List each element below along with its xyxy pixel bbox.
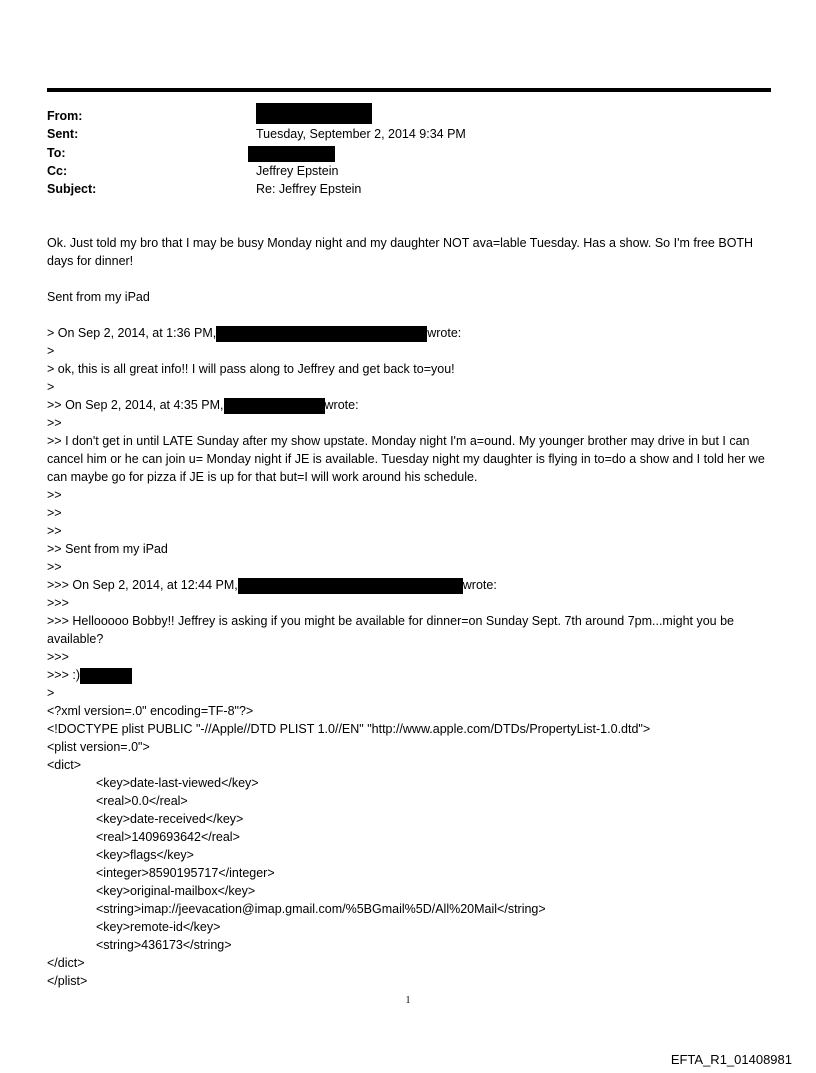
- sent-label: Sent:: [47, 127, 79, 141]
- xml-line: </dict>: [47, 956, 85, 970]
- quote-header-3-wrote: wrote:: [462, 578, 497, 592]
- cc-value: Jeffrey Epstein: [256, 164, 339, 178]
- redaction-block: [238, 578, 463, 594]
- xml-line: <real>0.0</real>: [96, 794, 188, 808]
- sent-value: Tuesday, September 2, 2014 9:34 PM: [256, 127, 466, 141]
- quote-line: >: [47, 686, 55, 700]
- quote-header-2-text: >> On Sep 2, 2014, at 4:35 PM,: [47, 398, 224, 412]
- xml-line: <key>original-mailbox</key>: [96, 884, 256, 898]
- quote-line: >>>: [47, 650, 69, 664]
- page-number: 1: [405, 995, 411, 1006]
- quote-line: >: [47, 344, 55, 358]
- quote-paragraph: >> I don't get in until LATE Sunday after my show upstate. Monday night I'm a=ound. My younger brother may drive in but I can cancel him or he can join u= Monday night if JE is available. Tuesday night my daughter is flying in to=do a show and I told her we can maybe go for pizza if JE is up for that but=I will work around his schedule.: [47, 434, 765, 484]
- body-paragraph: Ok. Just told my bro that I may be busy Monday night and my daughter NOT ava=lable Tuesday. Has a show. So I'm free BOTH days for dinner!: [47, 236, 754, 268]
- from-label: From:: [47, 109, 83, 123]
- cc-label: Cc:: [47, 164, 68, 178]
- quote-sign-off-text: >>> :): [47, 668, 81, 682]
- quote-line: > ok, this is all great info!! I will pass along to Jeffrey and get back to=you!: [47, 362, 455, 376]
- signature-line: Sent from my iPad: [47, 290, 150, 304]
- xml-line: <?xml version=.0" encoding=TF-8"?>: [47, 704, 254, 718]
- xml-line: <!DOCTYPE plist PUBLIC "-//Apple//DTD PLIST 1.0//EN" "http://www.apple.com/DTDs/PropertyList-1.0.dtd">: [47, 722, 651, 736]
- quote-header-1-text: > On Sep 2, 2014, at 1:36 PM,: [47, 326, 217, 340]
- redaction-block: [224, 398, 325, 414]
- quote-header-1: [47, 324, 777, 342]
- quote-line: >>: [47, 416, 62, 430]
- bates-number: EFTA_R1_01408981: [670, 1052, 792, 1067]
- redaction-block: [216, 326, 427, 342]
- quote-line: >> Sent from my iPad: [47, 542, 168, 556]
- quote-paragraph: >>> Hellooooo Bobby!! Jeffrey is asking if you might be available for dinner=on Sunday Sept. 7th around 7pm...might you be available?: [47, 614, 735, 646]
- quote-header-3: [47, 576, 777, 594]
- quote-header-3-text: >>> On Sep 2, 2014, at 12:44 PM,: [47, 578, 238, 592]
- quote-line: >>: [47, 506, 62, 520]
- quote-header-2: [47, 396, 777, 414]
- quote-line: >>: [47, 560, 62, 574]
- xml-line: <dict>: [47, 758, 82, 772]
- redaction-block: [80, 668, 132, 684]
- quote-header-2-wrote: wrote:: [324, 398, 359, 412]
- xml-line: <integer>8590195717</integer>: [96, 866, 275, 880]
- header-rule: [47, 88, 771, 92]
- subject-label: Subject:: [47, 182, 97, 196]
- quote-line: >>>: [47, 596, 69, 610]
- xml-line: <real>1409693642</real>: [96, 830, 240, 844]
- from-redaction: [256, 103, 372, 124]
- xml-line: <key>remote-id</key>: [96, 920, 221, 934]
- quote-line: >>: [47, 524, 62, 538]
- xml-line: <string>imap://jeevacation@imap.gmail.com/%5BGmail%5D/All%20Mail</string>: [96, 902, 546, 916]
- message-body: [47, 234, 777, 990]
- xml-line: <string>436173</string>: [96, 938, 232, 952]
- quote-line: >>: [47, 488, 62, 502]
- to-redaction: [248, 144, 335, 162]
- xml-line: <key>date-received</key>: [96, 812, 244, 826]
- xml-line: <key>date-last-viewed</key>: [96, 776, 259, 790]
- subject-value: Re: Jeffrey Epstein: [256, 182, 362, 196]
- quote-line: >: [47, 380, 55, 394]
- xml-line: <key>flags</key>: [96, 848, 194, 862]
- quote-sign-off: [47, 666, 777, 684]
- xml-line: </plist>: [47, 974, 88, 988]
- quote-header-1-wrote: wrote:: [427, 326, 462, 340]
- xml-line: <plist version=.0">: [47, 740, 150, 754]
- to-label: To:: [47, 146, 66, 160]
